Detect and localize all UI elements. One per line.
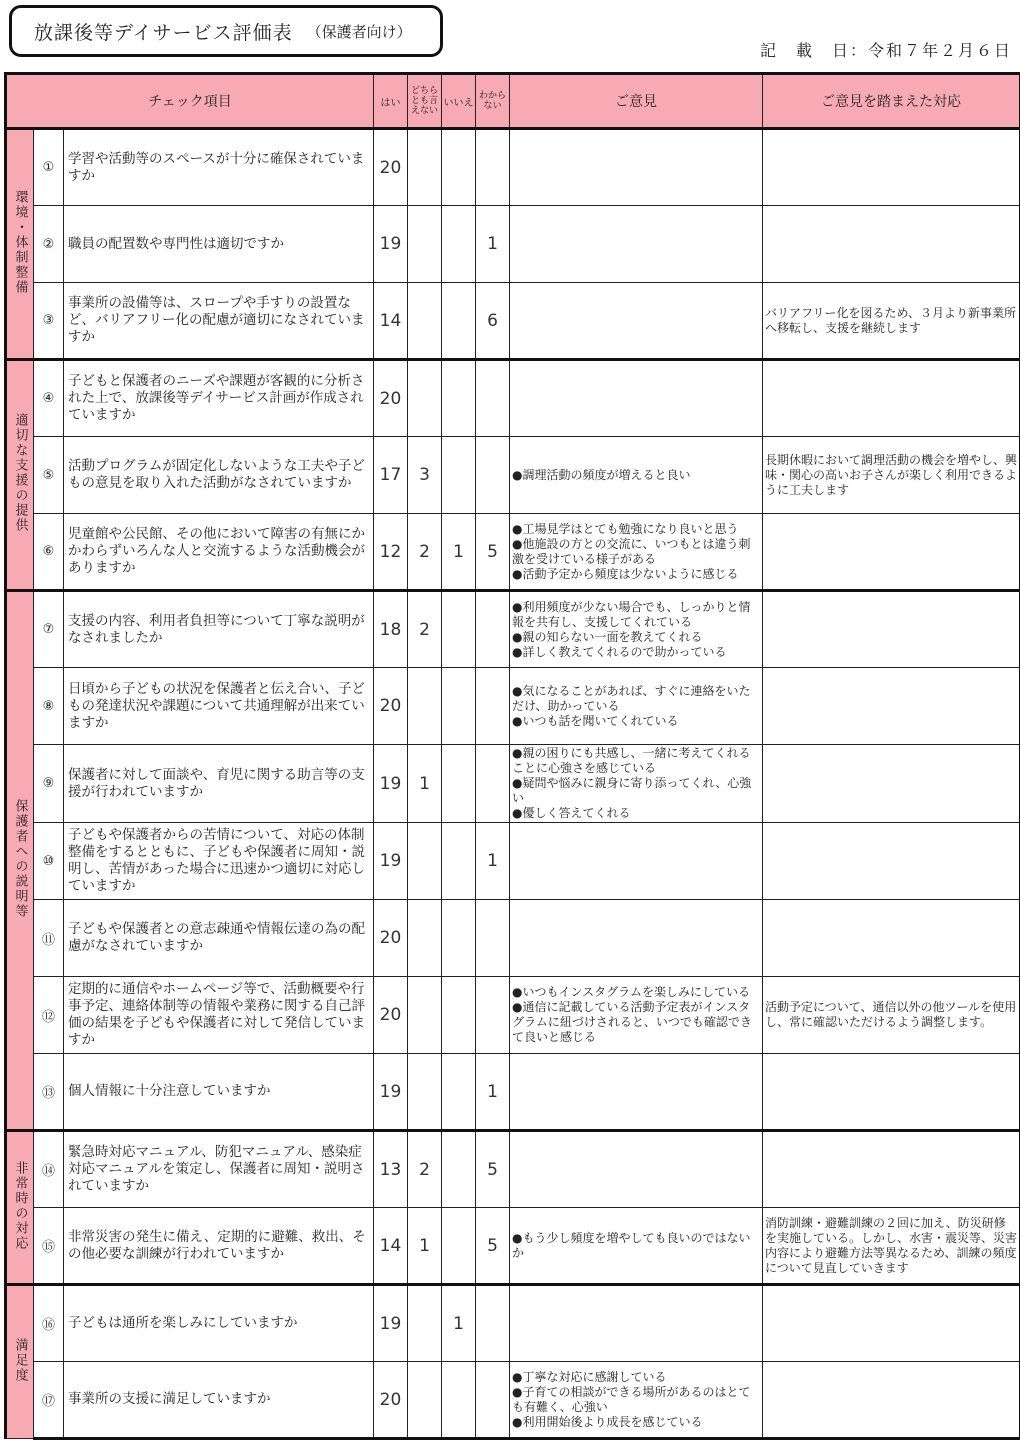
count-unknown	[476, 900, 510, 977]
opinion-text	[510, 900, 763, 977]
item-number: ⑬	[34, 1054, 64, 1131]
count-unknown	[476, 668, 510, 745]
opinion-text: ●いつもインスタグラムを楽しみにしている ●通信に記載している活動予定表がインスタグラムに紐づけされると、いつでも確認できて良いと感じる	[510, 977, 763, 1054]
item-number: ⑧	[34, 668, 64, 745]
count-yes: 12	[374, 514, 408, 591]
count-no	[442, 745, 476, 823]
count-unknown: 6	[476, 283, 510, 360]
table-row	[6, 668, 1020, 745]
question-text: 子どもや保護者との意志疎通や情報伝達の為の配慮がなされていますか	[64, 900, 374, 977]
count-yes: 20	[374, 668, 408, 745]
count-no	[442, 668, 476, 745]
item-number: ④	[34, 360, 64, 437]
response-text: 消防訓練・避難訓練の２回に加え、防災研修を実施している。しかし、水害・震災等、災害内容により避難方法等異なるため、訓練の頻度について見直していきます	[763, 1208, 1020, 1285]
item-number: ⑫	[34, 977, 64, 1054]
question-text: 事業所の支援に満足していますか	[64, 1362, 374, 1439]
count-neither	[408, 977, 442, 1054]
question-text: 子どもは通所を楽しみにしていますか	[64, 1285, 374, 1362]
table-row	[6, 1362, 1020, 1439]
item-number: ①	[34, 129, 64, 206]
count-no	[442, 283, 476, 360]
count-unknown: 5	[476, 514, 510, 591]
table-row	[6, 977, 1020, 1054]
question-text: 活動プログラムが固定化しないような工夫や子どもの意見を取り入れた活動がなされていますか	[64, 437, 374, 514]
count-unknown: 5	[476, 1131, 510, 1208]
count-no	[442, 1054, 476, 1131]
count-yes: 13	[374, 1131, 408, 1208]
count-neither	[408, 1285, 442, 1362]
opinion-text	[510, 129, 763, 206]
header-no: いいえ	[442, 74, 476, 129]
response-text	[763, 668, 1020, 745]
table-row	[6, 514, 1020, 591]
category-label	[6, 591, 34, 1131]
count-unknown: 5	[476, 1208, 510, 1285]
header-row	[6, 74, 1020, 129]
count-neither: 1	[408, 1208, 442, 1285]
question-text: 非常災害の発生に備え、定期的に避難、救出、その他必要な訓練が行われていますか	[64, 1208, 374, 1285]
opinion-text: ●親の困りにも共感し、一緒に考えてくれることに心強さを感じている ●疑問や悩みに親身に寄り添ってくれ、心強い ●優しく答えてくれる	[510, 745, 763, 823]
opinion-text: ●もう少し頻度を増やしても良いのではないか	[510, 1208, 763, 1285]
count-no	[442, 1208, 476, 1285]
opinion-text	[510, 360, 763, 437]
response-text	[763, 823, 1020, 900]
opinion-text	[510, 1054, 763, 1131]
count-unknown	[476, 591, 510, 668]
opinion-text	[510, 206, 763, 283]
response-text: バリアフリー化を図るため、３月より新事業所へ移転し、支援を継続します	[763, 283, 1020, 360]
header-neither: どちらとも言えない	[408, 74, 442, 129]
item-number: ⑩	[34, 823, 64, 900]
opinion-text	[510, 823, 763, 900]
count-yes: 19	[374, 745, 408, 823]
question-text: 事業所の設備等は、スロープや手すりの設置など、バリアフリー化の配慮が適切になされていますか	[64, 283, 374, 360]
category-label	[6, 1131, 34, 1285]
opinion-text	[510, 1285, 763, 1362]
count-unknown	[476, 360, 510, 437]
response-text: 活動予定について、通信以外の他ツールを使用し、常に確認いただけるよう調整します。	[763, 977, 1020, 1054]
header-check-item: チェック項目	[6, 74, 374, 129]
table-row	[6, 283, 1020, 360]
item-number: ⑪	[34, 900, 64, 977]
response-text	[763, 900, 1020, 977]
response-text	[763, 745, 1020, 823]
count-neither	[408, 360, 442, 437]
table-row	[6, 360, 1020, 437]
category-text: 適切な支援の提供	[11, 413, 30, 533]
count-unknown	[476, 437, 510, 514]
count-neither	[408, 823, 442, 900]
question-text: 子どもや保護者からの苦情について、対応の体制整備をするとともに、子どもや保護者に周知・説明し、苦情があった場合に迅速かつ適切に対応していますか	[64, 823, 374, 900]
count-no	[442, 591, 476, 668]
opinion-text: ●利用頻度が少ない場合でも、しっかりと情報を共有し、支援してくれている ●親の知らない一面を教えてくれる ●詳しく教えてくれるので助かっている	[510, 591, 763, 668]
item-number: ⑦	[34, 591, 64, 668]
item-number: ③	[34, 283, 64, 360]
item-number: ②	[34, 206, 64, 283]
question-text: 子どもと保護者のニーズや課題が客観的に分析された上で、放課後等デイサービス計画が作成されていますか	[64, 360, 374, 437]
category-label	[6, 360, 34, 591]
count-no	[442, 360, 476, 437]
response-text	[763, 1362, 1020, 1439]
page-subtitle: （保護者向け）	[307, 21, 412, 42]
count-yes: 19	[374, 1285, 408, 1362]
count-no	[442, 129, 476, 206]
table-row	[6, 823, 1020, 900]
table-row	[6, 591, 1020, 668]
count-no: 1	[442, 514, 476, 591]
count-yes: 20	[374, 900, 408, 977]
opinion-text: ●調理活動の頻度が増えると良い	[510, 437, 763, 514]
title-box	[9, 5, 443, 57]
response-text	[763, 1131, 1020, 1208]
item-number: ⑥	[34, 514, 64, 591]
count-neither: 2	[408, 591, 442, 668]
question-text: 学習や活動等のスペースが十分に確保されていますか	[64, 129, 374, 206]
count-no	[442, 437, 476, 514]
opinion-text: ●気になることがあれば、すぐに連絡をいただけ、助かっている ●いつも話を聞いてくれている	[510, 668, 763, 745]
count-neither	[408, 668, 442, 745]
table-row	[6, 745, 1020, 823]
count-yes: 20	[374, 360, 408, 437]
opinion-text	[510, 283, 763, 360]
response-text	[763, 591, 1020, 668]
count-neither: 2	[408, 514, 442, 591]
opinion-text: ●丁寧な対応に感謝している ●子育ての相談ができる場所があるのはとても有難く、心強い ●利用開始後より成長を感じている	[510, 1362, 763, 1439]
table-row	[6, 1131, 1020, 1208]
count-yes: 19	[374, 1054, 408, 1131]
item-number: ⑨	[34, 745, 64, 823]
question-text: 保護者に対して面談や、育児に関する助言等の支援が行われていますか	[64, 745, 374, 823]
count-neither	[408, 206, 442, 283]
count-yes: 20	[374, 129, 408, 206]
evaluation-table	[4, 72, 1020, 1440]
count-neither	[408, 1362, 442, 1439]
question-text: 個人情報に十分注意していますか	[64, 1054, 374, 1131]
category-text: 満足度	[11, 1338, 30, 1383]
response-text	[763, 1054, 1020, 1131]
question-text: 緊急時対応マニュアル、防犯マニュアル、感染症対応マニュアルを策定し、保護者に周知・説明されていますか	[64, 1131, 374, 1208]
header-yes: はい	[374, 74, 408, 129]
count-no	[442, 823, 476, 900]
count-unknown	[476, 977, 510, 1054]
question-text: 日頃から子どもの状況を保護者と伝え合い、子どもの発達状況や課題について共通理解が出来ていますか	[64, 668, 374, 745]
table-row	[6, 1054, 1020, 1131]
count-yes: 14	[374, 1208, 408, 1285]
count-unknown: 1	[476, 206, 510, 283]
count-no: 1	[442, 1285, 476, 1362]
response-text	[763, 206, 1020, 283]
page-title: 放課後等デイサービス評価表	[34, 18, 293, 45]
count-no	[442, 1131, 476, 1208]
response-text: 長期休暇において調理活動の機会を増やし、興味・関心の高いお子さんが楽しく利用できるように工夫します	[763, 437, 1020, 514]
count-no	[442, 900, 476, 977]
count-neither: 3	[408, 437, 442, 514]
opinion-text	[510, 1131, 763, 1208]
category-text: 環境・体制整備	[11, 190, 30, 295]
category-text: 非常時の対応	[11, 1161, 30, 1251]
count-yes: 14	[374, 283, 408, 360]
count-unknown	[476, 1362, 510, 1439]
count-unknown	[476, 745, 510, 823]
question-text: 職員の配置数や専門性は適切ですか	[64, 206, 374, 283]
item-number: ⑰	[34, 1362, 64, 1439]
count-neither	[408, 129, 442, 206]
question-text: 定期的に通信やホームページ等で、活動概要や行事予定、連絡体制等の情報や業務に関する自己評価の結果を子どもや保護者に対して発信していますか	[64, 977, 374, 1054]
question-text: 支援の内容、利用者負担等について丁寧な説明がなされましたか	[64, 591, 374, 668]
item-number: ⑤	[34, 437, 64, 514]
table-row	[6, 129, 1020, 206]
count-yes: 19	[374, 823, 408, 900]
count-no	[442, 206, 476, 283]
count-neither: 2	[408, 1131, 442, 1208]
count-unknown: 1	[476, 823, 510, 900]
table-row	[6, 1285, 1020, 1362]
table-row	[6, 437, 1020, 514]
response-text	[763, 129, 1020, 206]
count-yes: 20	[374, 977, 408, 1054]
item-number: ⑮	[34, 1208, 64, 1285]
count-no	[442, 977, 476, 1054]
count-unknown	[476, 129, 510, 206]
entry-date: 記 載 日：令和７年２月６日	[760, 38, 1012, 61]
count-no	[442, 1362, 476, 1439]
header-unknown: わからない	[476, 74, 510, 129]
response-text	[763, 514, 1020, 591]
response-text	[763, 1285, 1020, 1362]
count-neither	[408, 283, 442, 360]
count-yes: 17	[374, 437, 408, 514]
count-yes: 20	[374, 1362, 408, 1439]
count-neither	[408, 1054, 442, 1131]
response-text	[763, 360, 1020, 437]
count-yes: 18	[374, 591, 408, 668]
item-number: ⑯	[34, 1285, 64, 1362]
count-yes: 19	[374, 206, 408, 283]
item-number: ⑭	[34, 1131, 64, 1208]
question-text: 児童館や公民館、その他において障害の有無にかかわらずいろんな人と交流するような活動機会がありますか	[64, 514, 374, 591]
table-row	[6, 1208, 1020, 1285]
header-opinion: ご意見	[510, 74, 763, 129]
header-response: ご意見を踏まえた対応	[763, 74, 1020, 129]
count-neither: 1	[408, 745, 442, 823]
table-row	[6, 206, 1020, 283]
table-row	[6, 900, 1020, 977]
category-label	[6, 1285, 34, 1439]
count-unknown	[476, 1285, 510, 1362]
count-unknown: 1	[476, 1054, 510, 1131]
category-label	[6, 129, 34, 360]
count-neither	[408, 900, 442, 977]
category-text: 保護者への説明等	[11, 799, 30, 919]
opinion-text: ●工場見学はとても勉強になり良いと思う ●他施設の方との交流に、いつもとは違う刺激を受けている様子がある ●活動予定から頻度は少ないように感じる	[510, 514, 763, 591]
